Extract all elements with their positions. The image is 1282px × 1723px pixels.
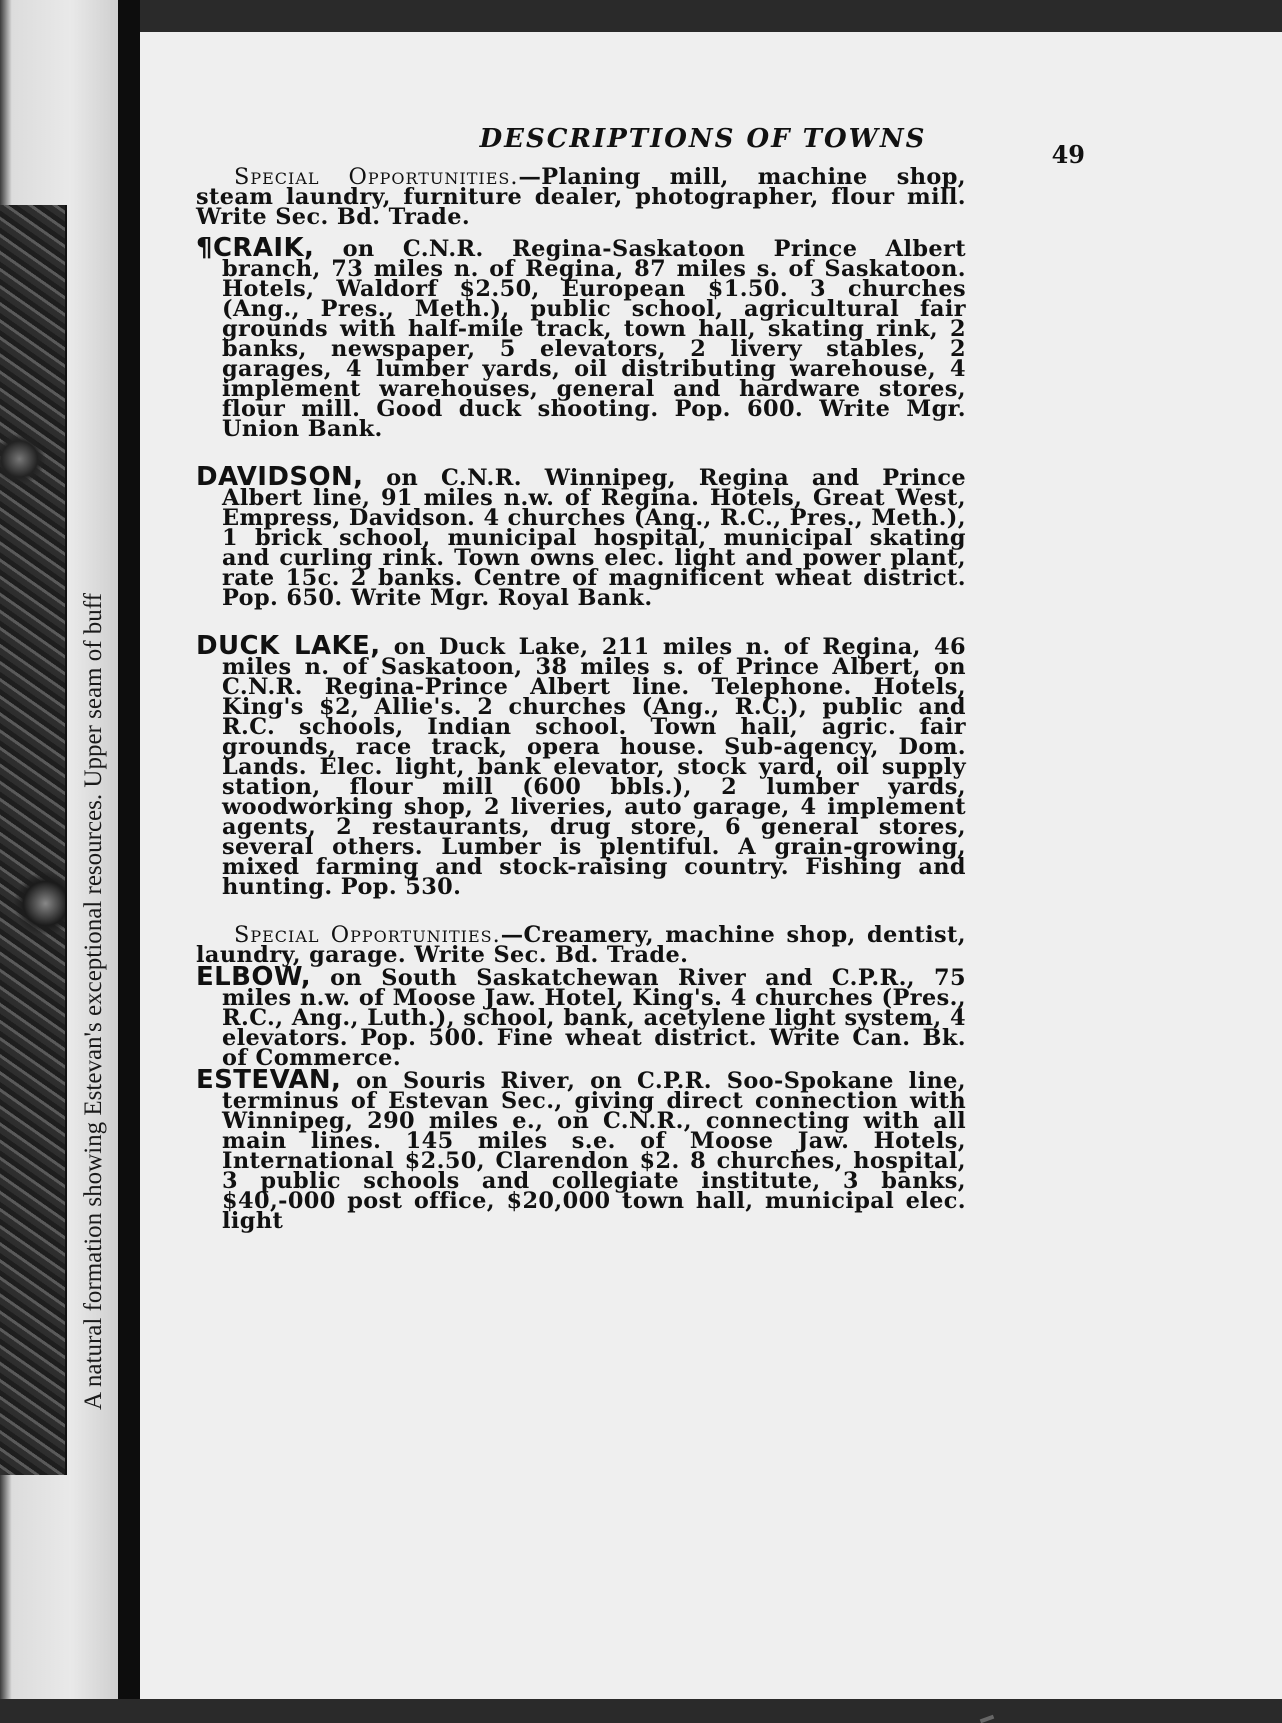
town-entry-craik — [196, 233, 966, 442]
town-description: on C.N.R. Winnipeg, Regina and Prince Albert line, 91 miles n.w. of Regina. Hotels, Great West, Empress, Davidson. 4 churches (Ang., R.C., Pres., Meth.), 1 brick school, municipal hospital, municipal skating and curling rink. Town owns elec. light and power plant, rate 15c. 2 banks. Centre of magnificent wheat district. Pop. 650. Write Mgr. Royal Bank. — [222, 465, 966, 611]
facing-page-photograph — [0, 205, 67, 1475]
town-name: DAVIDSON, — [196, 462, 364, 492]
special-opportunities-label: Special Opportunities. — [234, 164, 519, 190]
town-descriptions — [196, 164, 967, 1234]
town-entry-duck-lake — [196, 631, 967, 900]
book-spine — [118, 0, 140, 1699]
facing-page-edge — [0, 0, 118, 1699]
town-description: on Duck Lake, 211 miles n. of Regina, 46 miles n. of Saskatoon, 38 miles s. of Prince Albert, on C.N.R. Regina-Prince Albert line. Telephone. Hotels, King's $2, Allie's. 2 churches (Ang., R.C.), public and R.C. schools, Indian school. Town hall, agric. fair grounds, race track, opera house. Sub-agency, Dom. Lands. Elec. light, bank elevator, stock yard, oil supply station, flour mill (600 bbls.), 2 lumber yards, woodworking shop, 2 liveries, auto garage, 4 implement agents, 2 restaurants, drug store, 6 general stores, several others. Lumber is plentiful. A grain-growing, mixed farming and stock-raising country. Fishing and hunting. Pop. 530. — [222, 634, 967, 900]
town-entry-estevan — [196, 1065, 966, 1234]
town-entry-davidson — [196, 462, 966, 611]
special-opportunities-label: Special Opportunities. — [234, 922, 501, 948]
town-name: ¶CRAIK, — [196, 233, 315, 263]
ink-smudge — [980, 1715, 995, 1723]
page-number: 49 — [1051, 140, 1085, 169]
special-opportunities-paragraph — [196, 922, 966, 968]
special-opportunities-text: —Planing mill, machine shop, steam laundry, furniture dealer, photographer, flour mill. Write Sec. Bd. Trade. — [196, 164, 966, 230]
town-entry-elbow — [196, 962, 966, 1071]
book-page — [140, 32, 1282, 1699]
running-header: DESCRIPTIONS OF TOWNS — [479, 124, 927, 154]
town-name: ELBOW, — [196, 962, 312, 992]
special-opportunities-text: —Creamery, machine shop, dentist, laundry, garage. Write Sec. Bd. Trade. — [196, 922, 966, 968]
town-name: DUCK LAKE, — [196, 631, 381, 661]
town-name: ESTEVAN, — [196, 1065, 342, 1095]
town-description: on South Saskatchewan River and C.P.R., 75 miles n.w. of Moose Jaw. Hotel, King's. 4 churches (Pres., R.C., Ang., Luth.), school, bank, acetylene light system, 4 elevators. Pop. 500. Fine wheat district. Write Can. Bk. of Commerce. — [222, 965, 966, 1071]
special-opportunities-paragraph — [196, 164, 966, 230]
facing-page-caption: A natural formation showing Estevan's exceptional resources. Upper seam of buff — [80, 592, 107, 1410]
town-description: on Souris River, on C.P.R. Soo-Spokane line, terminus of Estevan Sec., giving direct connection with Winnipeg, 290 miles e., on C.N.R., connecting with all main lines. 145 miles s.e. of Moose Jaw. Hotels, International $2.50, Clarendon $2. 8 churches, hospital, 3 public schools and collegiate institute, 3 banks, $40,-000 post office, $20,000 town hall, municipal elec. light — [222, 1068, 966, 1234]
town-description: on C.N.R. Regina-Saskatoon Prince Albert branch, 73 miles n. of Regina, 87 miles s. of Saskatoon. Hotels, Waldorf $2.50, European $1.50. 3 churches (Ang., Pres., Meth.), public school, agricultural fair grounds with half-mile track, town hall, skating rink, 2 banks, newspaper, 5 elevators, 2 livery stables, 2 garages, 4 lumber yards, oil distributing warehouse, 4 implement warehouses, general and hardware stores, flour mill. Good duck shooting. Pop. 600. Write Mgr. Union Bank. — [222, 236, 966, 442]
